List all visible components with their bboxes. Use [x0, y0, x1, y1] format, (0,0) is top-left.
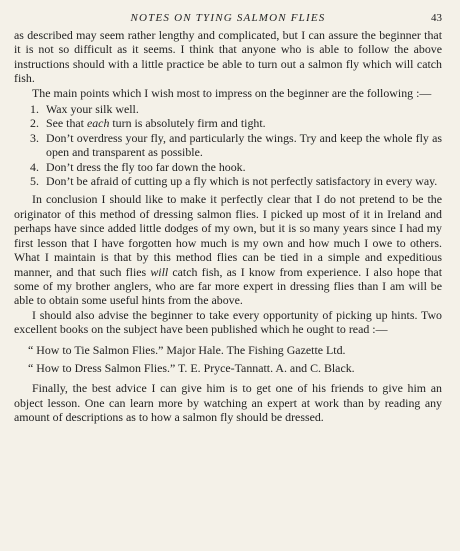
- book-reference: “ How to Dress Salmon Flies.” T. E. Pryce-Tannatt. A. and C. Black.: [28, 360, 355, 375]
- paragraph-conclusion: [14, 192, 442, 307]
- paragraph-main-points: The main points which I wish most to impress on the beginner are the following :—: [32, 85, 432, 100]
- page-number: 43: [431, 12, 442, 24]
- paragraph-emphasis: will: [150, 264, 169, 279]
- paragraph-continuation: as described may seem rather lengthy and complicated, but I can assure the beginner that it is not so difficult as it seems. I think that anyone who is able to follow the above instructions should with a little practice be able to turn out a salmon fly which will catch fish.: [14, 28, 442, 86]
- paragraph-text: In conclusion I should like to make it perfectly clear that I do not pretend to be the originator of this method of dressing salmon flies. I picked up most of it in Ireland and perhaps have since added little dodges of my own, but it is so many years since I had my first lesson that I have forgotten how much is my own and how much I owe to others. What I maintain is that by this method flies can be tied in a simple and expeditious manner, and that such flies: [14, 192, 442, 279]
- list-item-number: 1.: [30, 102, 39, 117]
- paragraph-text: catch fish, as I know from experience. I also hope that some of my brother anglers, who are far more expert in dressing flies than I am will be able to obtain some useful hints from the above.: [14, 264, 443, 308]
- list-item-text: Don’t overdress your fly, and particularly the wings. Try and keep the whole fly as open and transparent as possible.: [46, 130, 442, 160]
- book-reference: “ How to Tie Salmon Flies.” Major Hale. The Fishing Gazette Ltd.: [28, 342, 346, 357]
- list-item-text: Don’t dress the fly too far down the hook.: [46, 159, 246, 174]
- list-item-text: Don’t be afraid of cutting up a fly which is not perfectly satisfactory in every way.: [46, 174, 438, 189]
- page-body: [14, 28, 442, 425]
- main-points-list: [14, 102, 442, 188]
- list-item: [30, 160, 442, 174]
- list-item-number: 2.: [30, 116, 39, 131]
- running-head: NOTES ON TYING SALMON FLIES: [130, 12, 326, 24]
- list-item-text: turn is absolutely firm and tight.: [109, 116, 266, 131]
- list-item-number: 4.: [30, 159, 39, 174]
- paragraph-advice: I should also advise the beginner to take every opportunity of picking up hints. Two excellent books on the subject have been published which he ought to read :—: [14, 307, 442, 337]
- list-item-emphasis: each: [86, 116, 110, 131]
- list-item-number: 3.: [30, 130, 39, 145]
- list-item: [30, 116, 442, 130]
- page-header: [14, 8, 442, 28]
- list-item: [30, 131, 442, 160]
- paragraph-finally: Finally, the best advice I can give him is to get one of his friends to give him an object lesson. One can learn more by watching an expert at work than by reading any amount of descriptions as to how a salmon fly should be dressed.: [14, 381, 442, 425]
- list-item-text: See that: [46, 116, 87, 131]
- list-item-number: 5.: [30, 174, 39, 189]
- book-references: [28, 343, 442, 376]
- list-item: [30, 102, 442, 116]
- list-item: [30, 174, 442, 188]
- list-item-text: Wax your silk well.: [46, 102, 139, 117]
